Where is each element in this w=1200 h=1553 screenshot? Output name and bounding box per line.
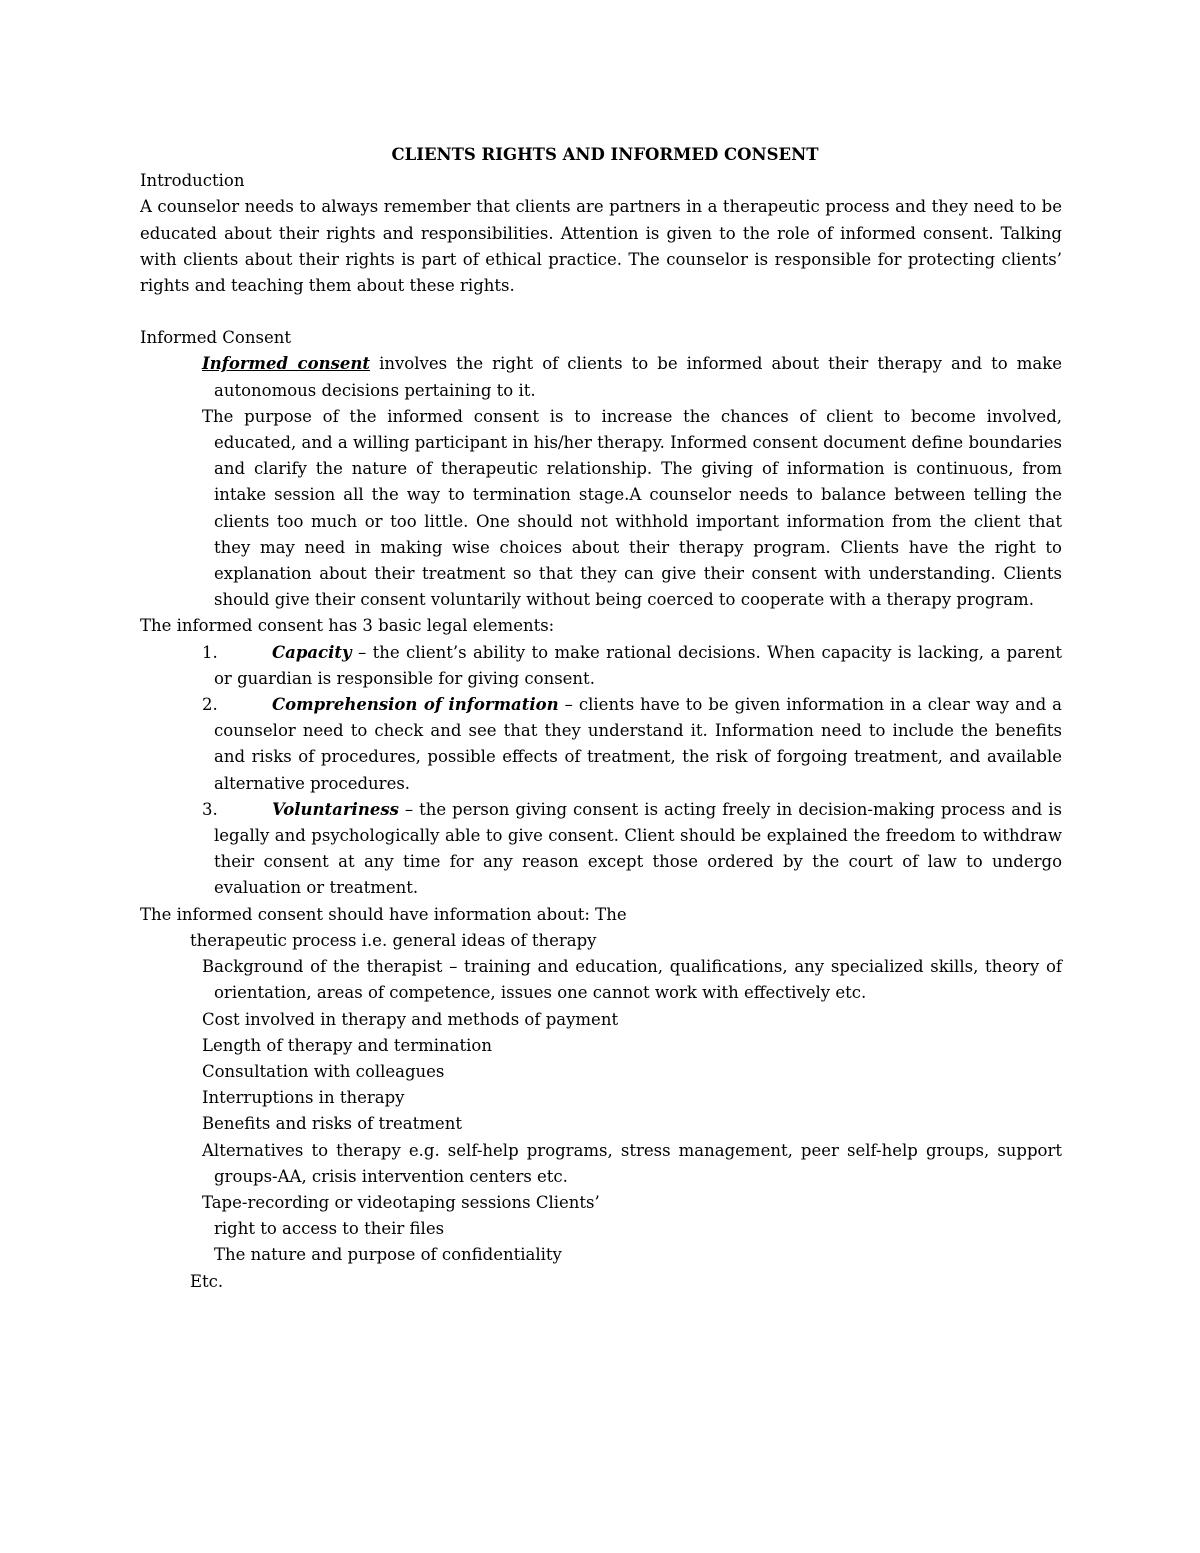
introduction-heading: Introduction	[140, 171, 245, 191]
legal-element-term: Comprehension of information	[272, 695, 559, 715]
legal-element-item	[202, 797, 1062, 902]
section-spacer	[140, 299, 1062, 325]
informed-consent-definition	[202, 351, 1062, 403]
legal-element-number: 3.	[202, 799, 218, 819]
information-about-lead: The informed consent should have information about: The	[140, 904, 627, 924]
legal-element-term: Capacity	[272, 642, 352, 662]
legal-element-text: – the client’s ability to make rational decisions. When capacity is lacking, a parent or guardian is responsible for giving consent.	[214, 642, 1062, 688]
list-item: The nature and purpose of confidentiality	[214, 1245, 562, 1265]
document-body	[140, 142, 1062, 1295]
informed-consent-term: Informed consent	[202, 354, 371, 374]
list-item: therapeutic process i.e. general ideas of therapy	[190, 930, 597, 950]
legal-element-term: Voluntariness	[272, 799, 399, 819]
list-item: Tape-recording or videotaping sessions Clients’	[202, 1192, 600, 1212]
legal-element-item	[202, 692, 1062, 797]
list-item: Benefits and risks of treatment	[202, 1114, 462, 1134]
list-item: right to access to their files	[214, 1219, 445, 1239]
informed-consent-purpose: The purpose of the informed consent is to increase the chances of client to become involved, educated, and a willing participant in his/her therapy. Informed consent document define boundaries and clarify the nature of therapeutic relationship. The giving of information is continuous, from intake session all the way to termination stage.A counselor needs to balance between telling the clients too much or too little. One should not withhold important information from the client that they may need in making wise choices about their therapy program. Clients have the right to explanation about their treatment so that they can give their consent with understanding. Clients should give their consent voluntarily without being coerced to cooperate with a therapy program.	[202, 406, 1062, 610]
list-item: Interruptions in therapy	[202, 1088, 405, 1108]
introduction-paragraph: A counselor needs to always remember that clients are partners in a therapeutic process and they need to be educated about their rights and responsibilities. Attention is given to the role of informed consent. Talking with clients about their rights is part of ethical practice. The counselor is responsible for protecting clients’ rights and teaching them about these rights.	[140, 197, 1062, 296]
list-item: Etc.	[190, 1271, 224, 1291]
list-item: Consultation with colleagues	[202, 1061, 445, 1081]
legal-element-text: – the person giving consent is acting freely in decision-making process and is legally and psychologically able to give consent. Client should be explained the freedom to withdraw their consent at any time for any reason except those ordered by the court of law to undergo evaluation or treatment.	[214, 799, 1062, 898]
legal-element-number: 2.	[202, 695, 218, 715]
list-item: Cost involved in therapy and methods of payment	[202, 1009, 619, 1029]
informed-consent-heading: Informed Consent	[140, 328, 291, 348]
legal-element-text: – clients have to be given information in a clear way and a counselor need to check and see that they understand it. Information need to include the benefits and risks of procedures, possible effects of treatment, the risk of forgoing treatment, and available alternative procedures.	[214, 695, 1062, 793]
informed-consent-definition-text: involves the right of clients to be informed about their therapy and to make autonomous decisions pertaining to it.	[214, 354, 1062, 400]
legal-elements-lead: The informed consent has 3 basic legal elements:	[140, 616, 555, 636]
legal-element-item	[202, 640, 1062, 692]
list-item: Alternatives to therapy e.g. self-help programs, stress management, peer self-help groups, support groups-AA, crisis intervention centers etc.	[202, 1140, 1062, 1186]
list-item: Background of the therapist – training and education, qualifications, any specialized skills, theory of orientation, areas of competence, issues one cannot work with effectively etc.	[202, 957, 1062, 1003]
document-title: CLIENTS RIGHTS AND INFORMED CONSENT	[391, 145, 819, 164]
legal-element-number: 1.	[202, 642, 218, 662]
list-item: Length of therapy and termination	[202, 1035, 492, 1055]
